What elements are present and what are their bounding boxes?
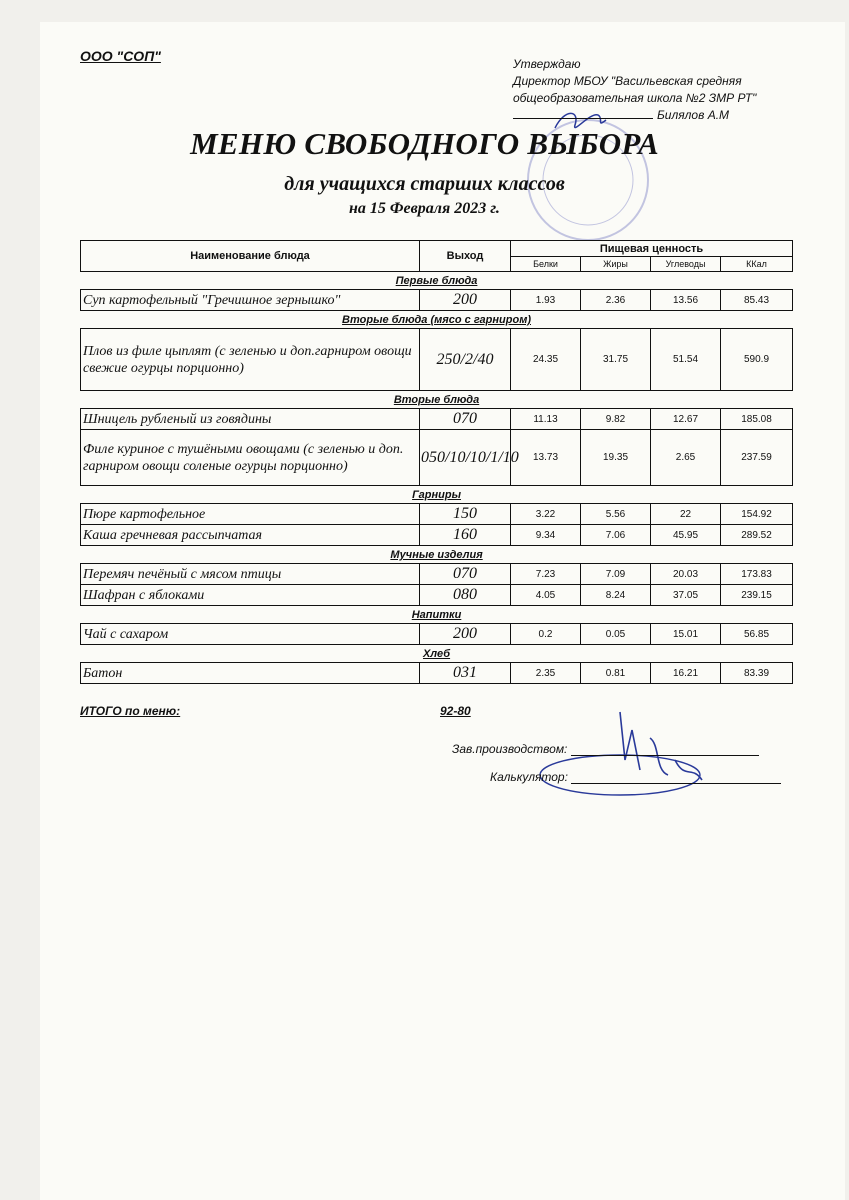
dish-output: 050/10/10/1/10 bbox=[420, 430, 511, 486]
section-title: Первые блюда bbox=[395, 275, 478, 287]
section-row bbox=[81, 311, 793, 329]
section-title: Напитки bbox=[411, 609, 462, 621]
dish-row bbox=[81, 504, 793, 525]
header-protein: Белки bbox=[511, 257, 581, 272]
dish-fat: 5.56 bbox=[581, 504, 651, 525]
approval-school: общеобразовательная школа №2 ЗМР РТ" bbox=[513, 91, 757, 105]
menu-body bbox=[81, 272, 793, 684]
menu-table bbox=[80, 240, 793, 684]
dish-row bbox=[81, 430, 793, 486]
organization-name: ООО "СОП" bbox=[80, 48, 161, 64]
approval-block bbox=[513, 56, 756, 124]
dish-carbs: 20.03 bbox=[651, 564, 721, 585]
dish-fat: 0.05 bbox=[581, 624, 651, 645]
header-name: Наименование блюда bbox=[81, 241, 420, 272]
dish-name: Шницель рубленый из говядины bbox=[81, 409, 420, 430]
dish-row bbox=[81, 624, 793, 645]
approval-word: Утверждаю bbox=[513, 57, 581, 71]
dish-name: Пюре картофельное bbox=[81, 504, 420, 525]
dish-kcal: 239.15 bbox=[721, 585, 793, 606]
dish-row bbox=[81, 409, 793, 430]
dish-name: Плов из филе цыплят (с зеленью и доп.гарниром овощи свежие огурцы порционно) bbox=[81, 329, 420, 391]
dish-protein: 2.35 bbox=[511, 663, 581, 684]
dish-protein: 7.23 bbox=[511, 564, 581, 585]
dish-kcal: 83.39 bbox=[721, 663, 793, 684]
dish-output: 250/2/40 bbox=[420, 329, 511, 391]
dish-protein: 13.73 bbox=[511, 430, 581, 486]
approval-position: Директор МБОУ "Васильевская средняя bbox=[513, 74, 742, 88]
dish-name: Чай с сахаром bbox=[81, 624, 420, 645]
dish-name: Перемяч печёный с мясом птицы bbox=[81, 564, 420, 585]
dish-output: 200 bbox=[420, 290, 511, 311]
section-title: Мучные изделия bbox=[390, 549, 483, 561]
dish-carbs: 12.67 bbox=[651, 409, 721, 430]
header-nutrition: Пищевая ценность bbox=[511, 241, 793, 257]
dish-kcal: 289.52 bbox=[721, 525, 793, 546]
dish-output: 080 bbox=[420, 585, 511, 606]
dish-fat: 31.75 bbox=[581, 329, 651, 391]
dish-protein: 24.35 bbox=[511, 329, 581, 391]
dish-name: Каша гречневая рассыпчатая bbox=[81, 525, 420, 546]
dish-kcal: 56.85 bbox=[721, 624, 793, 645]
approval-signer: Билялов А.М bbox=[657, 108, 730, 122]
dish-fat: 7.09 bbox=[581, 564, 651, 585]
dish-protein: 0.2 bbox=[511, 624, 581, 645]
dish-kcal: 185.08 bbox=[721, 409, 793, 430]
dish-protein: 11.13 bbox=[511, 409, 581, 430]
section-title: Хлеб bbox=[422, 648, 451, 660]
header-output: Выход bbox=[420, 241, 511, 272]
dish-name: Шафран с яблоками bbox=[81, 585, 420, 606]
dish-fat: 7.06 bbox=[581, 525, 651, 546]
dish-kcal: 85.43 bbox=[721, 290, 793, 311]
dish-carbs: 13.56 bbox=[651, 290, 721, 311]
dish-carbs: 51.54 bbox=[651, 329, 721, 391]
total-label: ИТОГО по меню: bbox=[80, 704, 181, 718]
header-carbs: Углеводы bbox=[651, 257, 721, 272]
dish-output: 070 bbox=[420, 564, 511, 585]
dish-row bbox=[81, 290, 793, 311]
dish-name: Филе куриное с тушёными овощами (с зеленью и доп. гарниром овощи соленые огурцы порционно) bbox=[81, 430, 420, 486]
dish-protein: 1.93 bbox=[511, 290, 581, 311]
header-kcal: ККал bbox=[721, 257, 793, 272]
dish-output: 070 bbox=[420, 409, 511, 430]
dish-fat: 0.81 bbox=[581, 663, 651, 684]
dish-row bbox=[81, 663, 793, 684]
dish-kcal: 590.9 bbox=[721, 329, 793, 391]
calculator-label: Калькулятор: bbox=[490, 770, 568, 784]
dish-carbs: 16.21 bbox=[651, 663, 721, 684]
dish-fat: 8.24 bbox=[581, 585, 651, 606]
dish-kcal: 237.59 bbox=[721, 430, 793, 486]
dish-row bbox=[81, 329, 793, 391]
section-row bbox=[81, 486, 793, 504]
section-title: Вторые блюда bbox=[393, 394, 480, 406]
dish-protein: 4.05 bbox=[511, 585, 581, 606]
dish-row bbox=[81, 564, 793, 585]
section-row bbox=[81, 645, 793, 663]
production-label: Зав.производством: bbox=[452, 742, 568, 756]
dish-output: 200 bbox=[420, 624, 511, 645]
dish-fat: 9.82 bbox=[581, 409, 651, 430]
dish-fat: 19.35 bbox=[581, 430, 651, 486]
dish-kcal: 154.92 bbox=[721, 504, 793, 525]
dish-carbs: 15.01 bbox=[651, 624, 721, 645]
dish-fat: 2.36 bbox=[581, 290, 651, 311]
dish-row bbox=[81, 585, 793, 606]
header-fat: Жиры bbox=[581, 257, 651, 272]
approval-signature-line bbox=[513, 107, 756, 124]
page-title: МЕНЮ СВОБОДНОГО ВЫБОРА bbox=[190, 126, 659, 161]
dish-name: Батон bbox=[81, 663, 420, 684]
page-subtitle: для учащихся старших классов bbox=[284, 173, 565, 195]
dish-protein: 9.34 bbox=[511, 525, 581, 546]
dish-carbs: 37.05 bbox=[651, 585, 721, 606]
dish-protein: 3.22 bbox=[511, 504, 581, 525]
dish-kcal: 173.83 bbox=[721, 564, 793, 585]
dish-carbs: 45.95 bbox=[651, 525, 721, 546]
dish-output: 031 bbox=[420, 663, 511, 684]
dish-output: 150 bbox=[420, 504, 511, 525]
dish-output: 160 bbox=[420, 525, 511, 546]
production-signature-row bbox=[452, 742, 759, 756]
section-row bbox=[81, 546, 793, 564]
section-row bbox=[81, 391, 793, 409]
production-signature-line bbox=[571, 743, 759, 756]
section-row bbox=[81, 606, 793, 624]
section-title: Вторые блюда (мясо с гарниром) bbox=[342, 314, 531, 326]
menu-date: на 15 Февраля 2023 г. bbox=[349, 200, 500, 217]
dish-row bbox=[81, 525, 793, 546]
calculator-signature-row bbox=[490, 770, 781, 784]
section-title: Гарниры bbox=[412, 489, 461, 501]
calculator-signature-line bbox=[571, 771, 781, 784]
dish-name: Суп картофельный "Гречишное зернышко" bbox=[81, 290, 420, 311]
total-value: 92-80 bbox=[440, 704, 471, 718]
dish-carbs: 2.65 bbox=[651, 430, 721, 486]
dish-carbs: 22 bbox=[651, 504, 721, 525]
section-row bbox=[81, 272, 793, 290]
